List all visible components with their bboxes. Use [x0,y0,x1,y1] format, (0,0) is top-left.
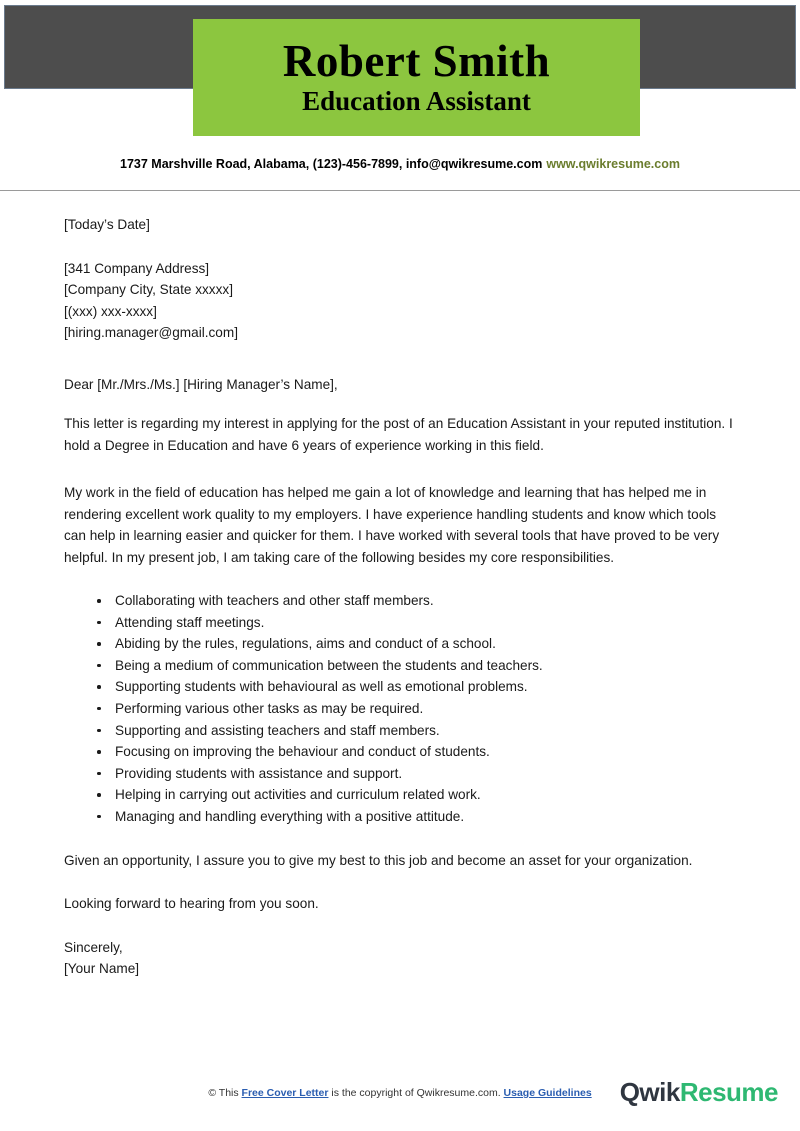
qwikresume-logo[interactable] [620,1077,778,1108]
spacer [64,568,736,590]
spacer [64,236,736,258]
header-name-block [193,19,640,136]
contact-details: 1737 Marshville Road, Alabama, (123)-456-7899, info@qwikresume.com [120,157,543,171]
spacer [64,456,736,482]
contact-website-link[interactable]: www.qwikresume.com [546,157,680,171]
free-cover-letter-link[interactable]: Free Cover Letter [241,1087,329,1099]
recipient-address: [341 Company Address] [64,260,210,276]
list-item: Abiding by the rules, regulations, aims and conduct of a school. [64,633,736,655]
list-item: Performing various other tasks as may be required. [64,698,736,720]
list-item: Supporting and assisting teachers and staff members. [64,720,736,742]
document-header [0,0,800,150]
paragraph-looking-forward: Looking forward to hearing from you soon. [64,896,319,912]
letter-body [64,214,736,980]
list-item: Managing and handling everything with a positive attitude. [64,806,736,828]
header-divider [0,190,800,191]
list-item: Focusing on improving the behaviour and conduct of students. [64,741,736,763]
list-item: Providing students with assistance and support. [64,763,736,785]
spacer [64,828,736,850]
list-item: Being a medium of communication between the students and teachers. [64,655,736,677]
job-title: Education Assistant [302,86,531,117]
recipient-email: [hiring.manager@gmail.com] [64,325,238,340]
list-item: Helping in carrying out activities and curriculum related work. [64,784,736,806]
paragraph-closing-offer: Given an opportunity, I assure you to give my best to this job and become an asset for your organization. [64,852,693,868]
document-footer [0,1061,800,1131]
contact-line [0,157,800,171]
footer-copyright-middle: is the copyright of Qwikresume.com. [328,1087,504,1099]
logo-text-resume: Resume [679,1077,778,1107]
closing-salutation: Sincerely, [64,939,123,955]
spacer [64,344,736,374]
paragraph-experience: My work in the field of education has helped me gain a lot of knowledge and learning that has helped me in rendering excellent work quality to my employers. I have experience handling students and know which tools can help in learning easier and quicker for them. I have worked with several tools that have proved to be very helpful. In my present job, I am taking care of the following besides my core responsibilities. [64,485,720,565]
spacer [64,871,736,893]
recipient-city-state-zip: [Company City, State xxxxx] [64,282,233,297]
date-placeholder: [Today’s Date] [64,217,150,232]
paragraph-intro: This letter is regarding my interest in applying for the post of an Education Assistant in your reputed institution. I hold a Degree in Education and have 6 years of experience working in this field. [64,416,733,453]
list-item: Collaborating with teachers and other staff members. [64,590,736,612]
duties-list [64,590,736,828]
spacer [64,915,736,937]
list-item: Supporting students with behavioural as well as emotional problems. [64,676,736,698]
logo-text-qwik: Qwik [619,1077,680,1107]
salutation: Dear [Mr./Mrs./Ms.] [Hiring Manager’s Name], [64,376,338,392]
page-title: Robert Smith [282,36,551,87]
signature-placeholder: [Your Name] [64,961,140,977]
recipient-phone: [(xxx) xxx-xxxx] [64,303,157,319]
list-item: Attending staff meetings. [64,612,736,634]
spacer [64,395,736,413]
footer-copyright-prefix: © This [208,1087,242,1099]
usage-guidelines-link[interactable]: Usage Guidelines [503,1087,592,1099]
